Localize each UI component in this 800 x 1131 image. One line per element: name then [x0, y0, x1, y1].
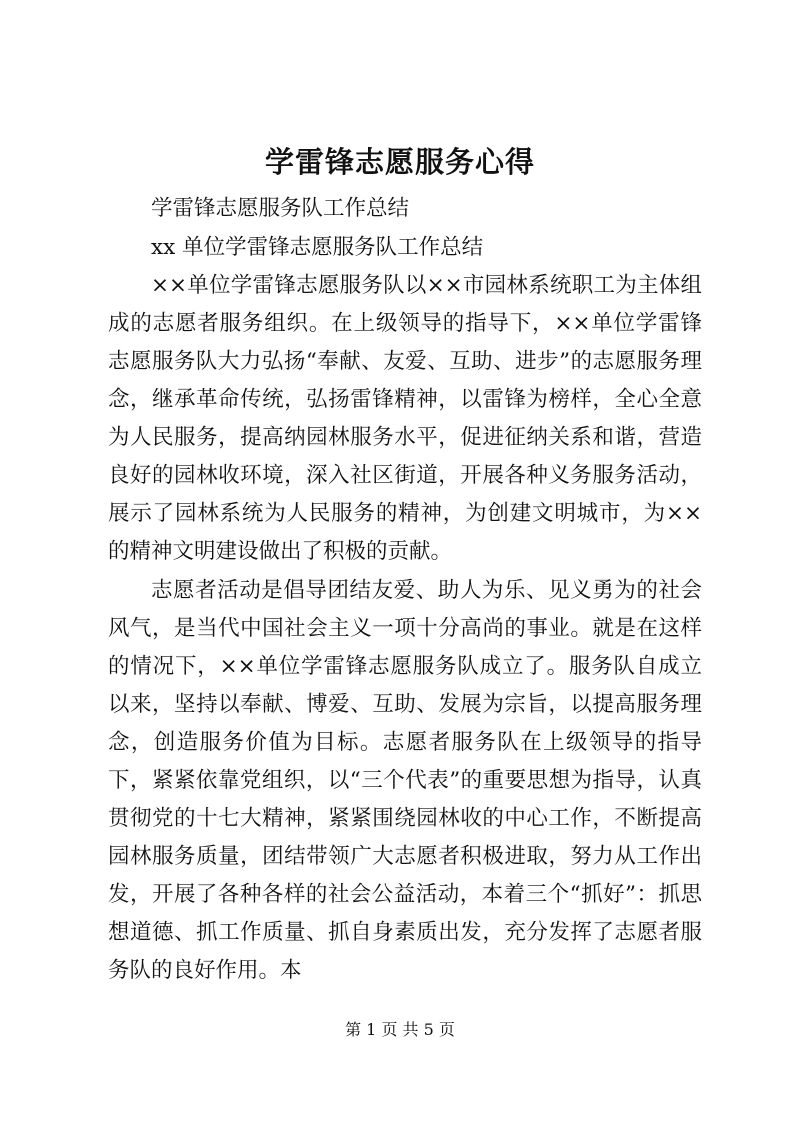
paragraph-3: ××单位学雷锋志愿服务队以××市园林系统职工为主体组成的志愿者服务组织。在上级领导的指导下，××单位学雷锋志愿服务队大力弘扬“奉献、友爱、互助、进步”的志愿服务理念，继承革命传统，弘扬雷锋精神，以雷锋为榜样，全心全意为人民服务，提高纳园林服务水平，促进征纳关系和谐，营造良好的园林收环境，深入社区街道，开展各种义务服务活动，展示了园林系统为人民服务的精神，为创建文明城市，为××的精神文明建设做出了积极的贡献。 — [108, 273, 702, 564]
paragraph-1: 学雷锋志愿服务队工作总结 — [151, 196, 410, 221]
document-body — [108, 190, 702, 990]
paragraph-2: xx 单位学雷锋志愿服务队工作总结 — [151, 234, 484, 260]
page-number: 第 1 页 共 5 页 — [345, 1020, 455, 1039]
document-title: 学雷锋志愿服务心得 — [264, 145, 535, 179]
paragraph-4: 志愿者活动是倡导团结友爱、助人为乐、见义勇为的社会风气，是当代中国社会主义一项十分高尚的事业。就是在这样的情况下，××单位学雷锋志愿服务队成立了。服务队自成立以来，坚持以奉献、博爱、互助、发展为宗旨，以提高服务理念，创造服务价值为目标。志愿者服务队在上级领导的指导下，紧紧依靠党组织，以“三个代表”的重要思想为指导，认真贯彻党的十七大精神，紧紧围绕园林收的中心工作，不断提高园林服务质量，团结带领广大志愿者积极进取，努力从工作出发，开展了各种各样的社会公益活动，本着三个“抓好”：抓思想道德、抓工作质量、抓自身素质出发，充分发挥了志愿者服务队的良好作用。本 — [108, 577, 702, 983]
